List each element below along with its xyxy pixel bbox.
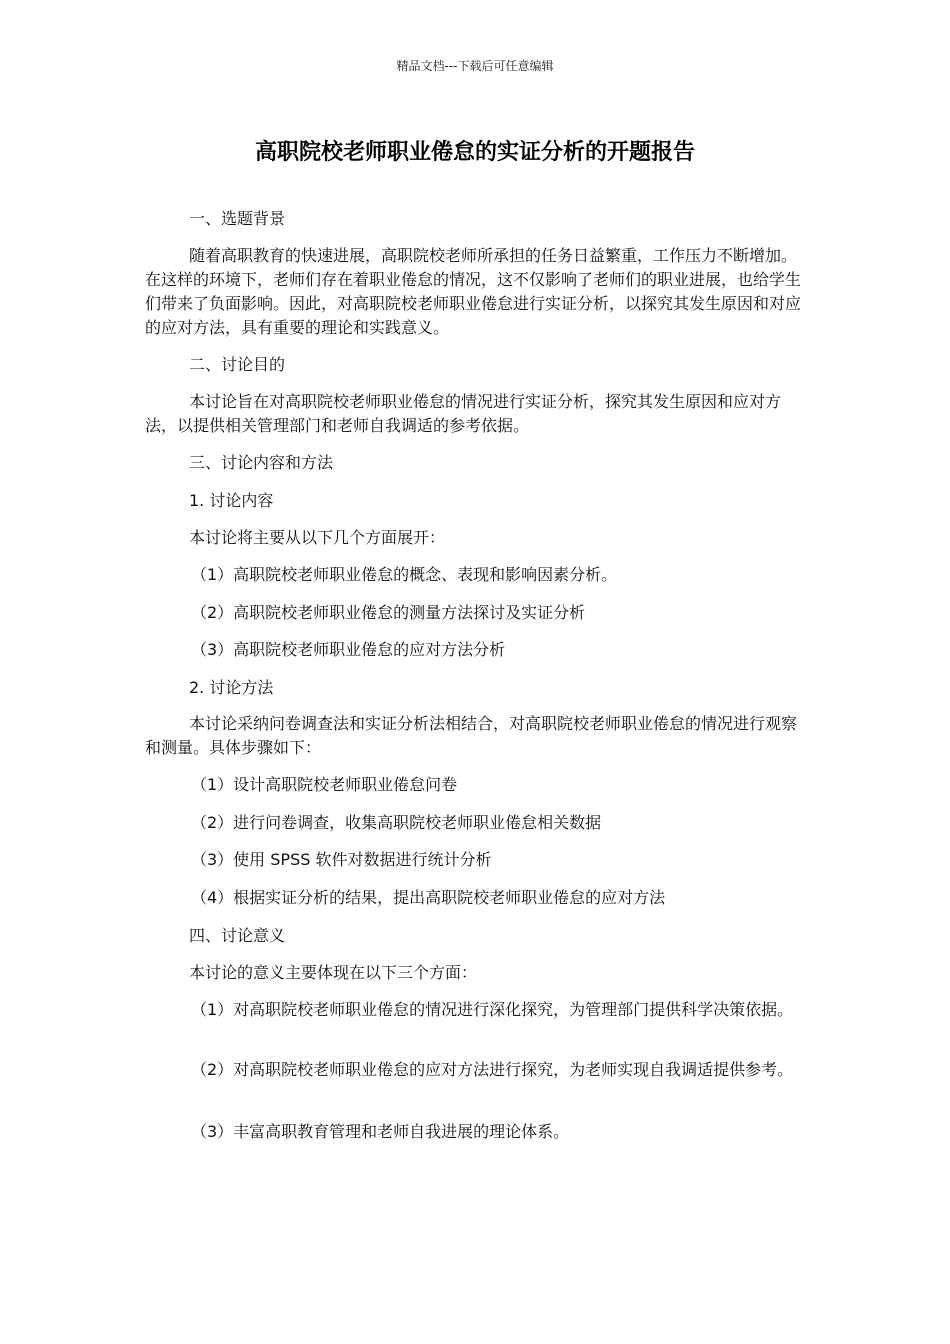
section-2-heading: 二、讨论目的	[189, 355, 286, 374]
section-3-heading: 三、讨论内容和方法	[189, 453, 334, 472]
section-4-intro: 本讨论的意义主要体现在以下三个方面：	[189, 963, 478, 982]
list-item: （2）对高职院校老师职业倦怠的应对方法进行探究，为老师实现自我调适提供参考。	[191, 1060, 794, 1079]
list-item: （3）使用 SPSS 软件对数据进行统计分析	[191, 850, 492, 869]
section-1-heading: 一、选题背景	[189, 209, 286, 228]
document-title: 高职院校老师职业倦怠的实证分析的开题报告	[254, 140, 695, 165]
list-item: （1）设计高职院校老师职业倦怠问卷	[191, 775, 458, 794]
section-2-paragraph: 本讨论旨在对高职院校老师职业倦怠的情况进行实证分析，探究其发生原因和应对方法，以提供相关管理部门和老师自我调适的参考依据。	[145, 392, 782, 435]
list-item: （1）对高职院校老师职业倦怠的情况进行深化探究，为管理部门提供科学决策依据。	[191, 1000, 794, 1019]
list-item: （4）根据实证分析的结果，提出高职院校老师职业倦怠的应对方法	[191, 888, 666, 907]
section-3-content-intro: 本讨论将主要从以下几个方面展开：	[189, 528, 446, 547]
list-item: （2）进行问卷调查，收集高职院校老师职业倦怠相关数据	[191, 813, 602, 832]
list-item: （1）高职院校老师职业倦怠的概念、表现和影响因素分析。	[191, 565, 618, 584]
section-3-subheading-content: 1. 讨论内容	[189, 491, 274, 510]
section-3-method-intro: 本讨论采纳问卷调查法和实证分析法相结合，对高职院校老师职业倦怠的情况进行观察和测量。具体步骤如下：	[145, 714, 798, 757]
header-note: 精品文档---下载后可任意编辑	[396, 59, 554, 73]
list-item: （2）高职院校老师职业倦怠的测量方法探讨及实证分析	[191, 603, 586, 622]
list-item: （3）高职院校老师职业倦怠的应对方法分析	[191, 640, 506, 659]
list-item: （3）丰富高职教育管理和老师自我进展的理论体系。	[191, 1122, 570, 1141]
section-4-heading: 四、讨论意义	[189, 926, 286, 945]
section-3-subheading-method: 2. 讨论方法	[189, 678, 274, 697]
section-1-paragraph: 随着高职教育的快速进展，高职院校老师所承担的任务日益繁重，工作压力不断增加。在这样的环境下，老师们存在着职业倦怠的情况，这不仅影响了老师们的职业进展，也给学生们带来了负面影响。因此，对高职院校老师职业倦怠进行实证分析，以探究其发生原因和对应的应对方法，具有重要的理论和实践意义。	[145, 246, 802, 337]
